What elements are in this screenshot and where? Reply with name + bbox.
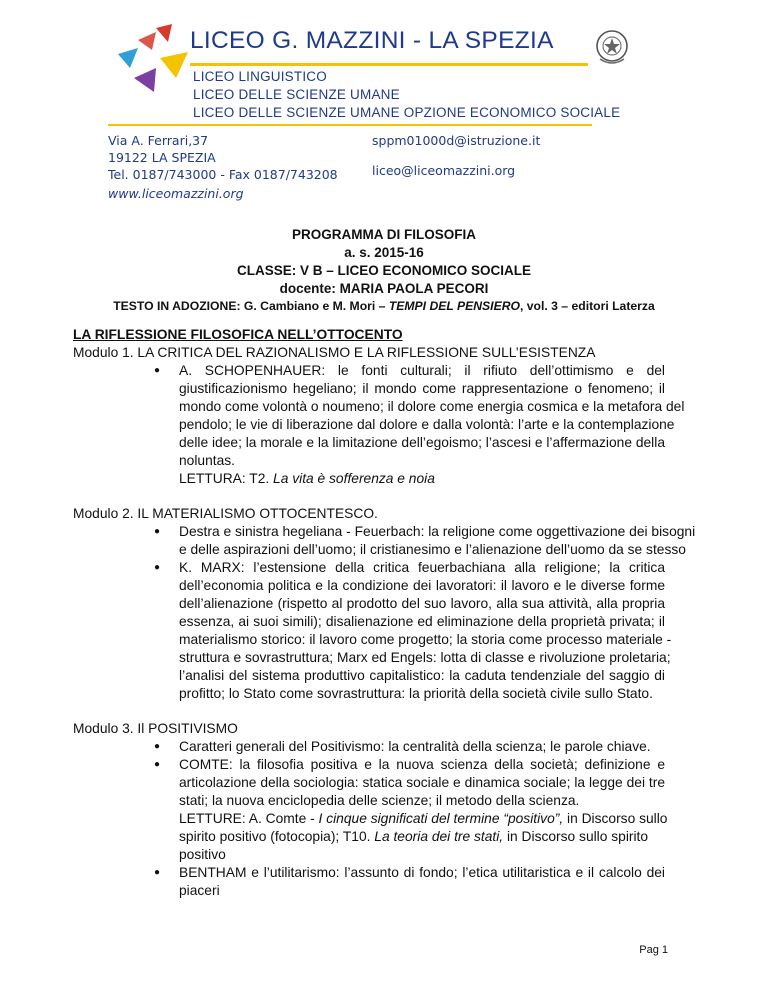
bullet-icon: ●: [154, 526, 161, 537]
module-3-reading: positivo: [179, 847, 226, 862]
school-name: LICEO G. MAZZINI - LA SPEZIA: [190, 27, 554, 54]
address-street: Via A. Ferrari,37: [108, 133, 209, 148]
course-scienze-umane: LICEO DELLE SCIENZE UMANE: [193, 87, 400, 102]
module-1-line: giustificazionismo hegeliano; il mondo come rappresentazione o fenomeno; il: [179, 381, 665, 396]
republic-emblem-icon: [594, 27, 630, 67]
module-2-line: profitto; lo Stato come sovrastruttura: la priorità della società civile sullo Stato.: [179, 686, 653, 701]
program-title: PROGRAMMA DI FILOSOFIA: [292, 227, 476, 242]
module-2-line: essenza, ai suoi simili); disalienazione ed eliminazione della proprietà privata; il: [179, 614, 665, 629]
phone-fax: Tel. 0187/743000 - Fax 0187/743208: [108, 167, 338, 182]
bullet-icon: ●: [154, 562, 161, 573]
module-2-heading: Modulo 2. IL MATERIALISMO OTTOCENTESCO.: [73, 506, 378, 521]
module-3-reading: LETTURE: A. Comte - I cinque significati del termine “positivo”, in Discorso sullo: [179, 811, 668, 826]
module-1-line: pendolo; le vie di liberazione dal dolore e dalla volontà: l’arte e la contemplazione: [179, 417, 675, 432]
module-2-line: l’analisi del sistema produttivo capitalistico: la caduta tendenziale del saggio di: [179, 668, 665, 683]
module-2-line: Destra e sinistra hegeliana - Feuerbach: la religione come oggettivazione dei bisogni: [179, 524, 696, 539]
module-2-line: dell’alienazione (rispetto al prodotto del suo lavoro, alla sua attività, alla propria: [179, 596, 665, 611]
class-line: CLASSE: V B – LICEO ECONOMICO SOCIALE: [236, 263, 532, 278]
bullet-icon: ●: [154, 867, 161, 878]
module-3-line: stati; la nuova enciclopedia delle scienze; il metodo della scienza.: [179, 793, 580, 808]
bullet-icon: ●: [154, 741, 161, 752]
module-2-line: struttura e sovrastruttura; Marx ed Engels: lotta di classe e rivoluzione proletaria;: [179, 650, 671, 665]
teacher-line: docente: MARIA PAOLA PECORI: [279, 281, 489, 296]
module-2-line: dell’economia politica e la condizione dei lavoratori: il lavoro e le diverse forme: [179, 578, 665, 593]
header-rule-top: [190, 63, 588, 66]
module-2-line: materialismo storico: il lavoro come progetto; la storia come processo materiale -: [179, 632, 672, 647]
school-logo: [108, 22, 190, 94]
module-3-line: piaceri: [179, 883, 220, 898]
address-city: 19122 LA SPEZIA: [108, 150, 216, 165]
bullet-icon: ●: [154, 365, 161, 376]
module-1-line: noluntas.: [179, 453, 235, 468]
module-3-heading: Modulo 3. Il POSITIVISMO: [73, 721, 238, 736]
module-3-line: articolazione della sociologia: statica sociale e dinamica sociale; la legge dei tre: [179, 775, 665, 790]
course-linguistico: LICEO LINGUISTICO: [193, 69, 327, 84]
module-3-reading: spirito positivo (fotocopia); T10. La teoria dei tre stati, in Discorso sullo spirito: [179, 829, 649, 844]
email-school[interactable]: liceo@liceomazzini.org: [372, 163, 516, 178]
school-year: a. s. 2015-16: [344, 245, 424, 260]
website-link[interactable]: www.liceomazzini.org: [108, 186, 244, 201]
section-heading: LA RIFLESSIONE FILOSOFICA NELL’OTTOCENTO: [73, 327, 403, 342]
module-1-heading: Modulo 1. LA CRITICA DEL RAZIONALISMO E LA RIFLESSIONE SULL’ESISTENZA: [73, 345, 596, 360]
module-3-line: COMTE: la filosofia positiva e la nuova scienza della società; definizione e: [179, 757, 665, 772]
bullet-icon: ●: [154, 759, 161, 770]
module-1-reading: LETTURA: T2. La vita è sofferenza e noia: [179, 471, 435, 486]
module-1-line: delle idee; la morale e la limitazione dell’egoismo; l’ascesi e l’affermazione della: [179, 435, 665, 450]
module-1-line: A. SCHOPENHAUER: le fonti culturali; il rifiuto dell’ottimismo e del: [179, 363, 665, 378]
textbook-line: TESTO IN ADOZIONE: G. Cambiano e M. Mori – TEMPI DEL PENSIERO, vol. 3 – editori Laterza: [113, 299, 655, 313]
module-2-line: e delle aspirazioni dell’uomo; il cristianesimo e l’alienazione dell’uomo da se stesso: [179, 542, 686, 557]
email-ministry[interactable]: sppm01000d@istruzione.it: [372, 133, 541, 148]
module-3-line: Caratteri generali del Positivismo: la centralità della scienza; le parole chiave.: [179, 739, 651, 754]
course-economico-sociale: LICEO DELLE SCIENZE UMANE OPZIONE ECONOMICO SOCIALE: [193, 105, 621, 120]
module-3-line: BENTHAM e l’utilitarismo: l’assunto di fondo; l’etica utilitaristica e il calcolo dei: [179, 865, 665, 880]
module-2-line: K. MARX: l’estensione della critica feuerbachiana alla religione; la critica: [179, 560, 665, 575]
module-1-line: mondo come volontà o noumeno; il dolore come energia cosmica e la metafora del: [179, 399, 685, 414]
header-rule-bottom: [108, 124, 592, 126]
page-number: Pag 1: [639, 944, 668, 956]
